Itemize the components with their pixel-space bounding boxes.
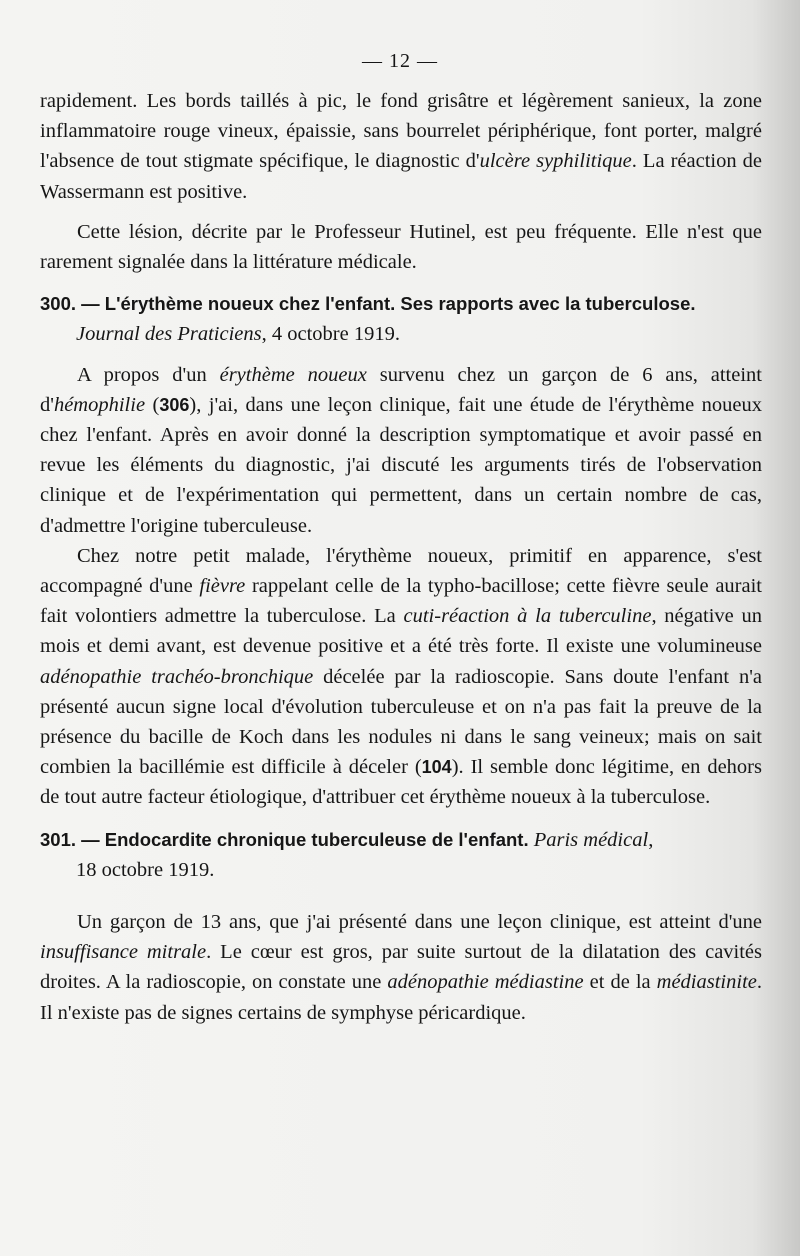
cross-reference: 104 <box>421 757 452 778</box>
entry-301 <box>40 825 762 885</box>
entry-300-source <box>40 319 762 349</box>
entry-number: 300. <box>40 293 77 315</box>
paragraph-endocardite: Un garçon de 13 ans, que j'ai présenté dans une leçon clinique, est atteint d'une insuffisance mitrale. Le cœur est gros, par suite surtout de la dilatation des cavités droites. A la radioscopie, on constate une adénopathie médiastine et de la médiastinite. Il n'existe pas de signes certains de symphyse péricardique. <box>40 911 763 1024</box>
page-number: — 12 — <box>362 50 438 72</box>
paragraph-hutinel: Cette lésion, décrite par le Professeur Hutinel, est peu fréquente. Elle n'est que rarement signalée dans la littérature médicale. <box>40 220 762 274</box>
publication-date: 18 octobre 1919. <box>76 858 215 881</box>
entry-title: — L'érythème noueux chez l'enfant. Ses rapports avec la tuberculose. <box>76 293 696 315</box>
entry-301-heading: 301. — Endocardite chronique tuberculeuse de l'enfant. Paris médical, <box>40 828 654 851</box>
journal-name: Journal des Praticiens <box>76 323 262 346</box>
emphasis: ulcère syphilitique <box>479 150 632 173</box>
entry-300-heading <box>40 289 762 319</box>
paragraph-erytheme-1: A propos d'un érythème noueux survenu chez un garçon de 6 ans, atteint d'hémophilie (306), j'ai, dans une leçon clinique, fait une étude de l'érythème noueux chez l'enfant. Après en avoir donné la description symptomatique et avoir passé en revue les éléments du diagnostic, j'ai discuté les arguments tirés de l'observation clinique et de l'expérimentation qui permettent, dans un certain nombre de cas, d'admettre l'origine tuberculeuse. <box>40 363 762 537</box>
paragraph-ulcer: rapidement. Les bords taillés à pic, le fond grisâtre et légèrement sanieux, la zone inflammatoire rouge vineux, épaissie, sans bourrelet périphérique, font porter, malgré l'absence de tout stigmate spécifique, le diagnostic d'ulcère syphilitique. La réaction de Wassermann est positive. <box>40 90 762 203</box>
entry-title: — Endocardite chronique tuberculeuse de l'enfant. <box>76 828 529 850</box>
cross-reference: 306 <box>159 394 190 415</box>
entry-number: 301. <box>40 828 77 850</box>
paragraph-erytheme-2: Chez notre petit malade, l'érythème noueux, primitif en apparence, s'est accompagné d'une fièvre rappelant celle de la typho-bacillose; cette fièvre seule aurait fait volontiers admettre la tuberculose. La cuti-réaction à la tuberculine, négative un mois et demi avant, est devenue positive et a été très forte. Il existe une volumineuse adénopathie trachéo-bronchique décelée par la radioscopie. Sans doute l'enfant n'a présenté aucun signe local d'évolution tuberculeuse et on n'a pas fait la preuve de la présence du bacille de Koch dans les nodules ni dans le sang veineux; mais on sait combien la bacillémie est difficile à déceler (104). Il semble donc légitime, en dehors de tout autre facteur étiologique, d'attribuer cet érythème noueux à la tuberculose. <box>40 544 762 809</box>
publication-date: , 4 octobre 1919. <box>261 323 400 346</box>
page-body <box>40 86 762 1028</box>
journal-name: Paris médical <box>533 828 649 851</box>
entry-300 <box>40 289 762 349</box>
